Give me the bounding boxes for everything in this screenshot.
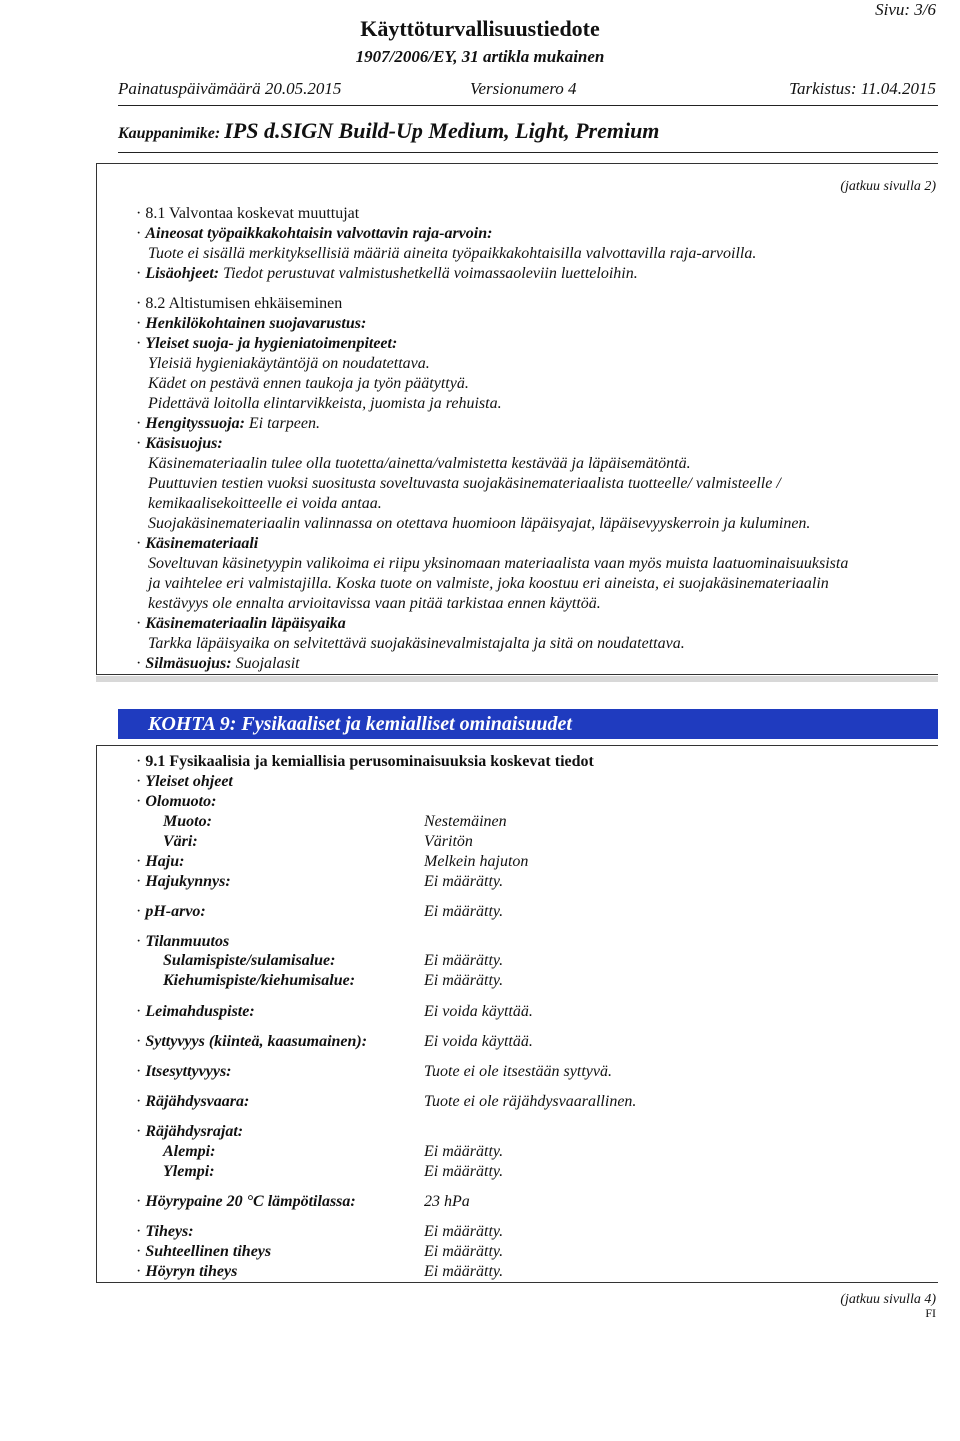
hand-protection-line: Suojakäsinemateriaalin valinnassa on otettava huomioon läpäisyajat, läpäisevyyskerroin ja kuluminen. bbox=[148, 515, 811, 532]
extra-info-text: Tiedot perustuvat valmistushetkellä voimassaoleviin luetteloihin. bbox=[223, 265, 638, 282]
property-value: Ei määrätty. bbox=[424, 1143, 504, 1160]
general-measures-line: Kädet on pestävä ennen taukoja ja työn päätyttyä. bbox=[148, 375, 469, 392]
property-value: Tuote ei ole räjähdysvaarallinen. bbox=[424, 1093, 637, 1110]
breathing-protection-label: Hengityssuoja: bbox=[145, 415, 245, 432]
heading-8-1: · 8.1 Valvontaa koskevat muuttujat bbox=[136, 204, 359, 224]
property-value: Ei määrätty. bbox=[424, 903, 504, 920]
property-label: · Suhteellinen tiheys bbox=[136, 1242, 271, 1262]
section-9-heading: KOHTA 9: Fysikaaliset ja kemialliset ominaisuudet bbox=[118, 709, 938, 739]
property-value: Ei määrätty. bbox=[424, 1163, 504, 1180]
property-value: 23 hPa bbox=[424, 1193, 470, 1210]
general-measures-label: · Yleiset suoja- ja hygieniatoimenpiteet: bbox=[136, 334, 397, 354]
property-label: Ylempi: bbox=[163, 1163, 215, 1180]
print-date: Painatuspäivämäärä 20.05.2015 bbox=[118, 79, 342, 98]
continued-to: (jatkuu sivulla 4) bbox=[840, 1292, 936, 1307]
hand-protection-line: Käsinemateriaalin tulee olla tuotetta/ainetta/valmistetta kestävää ja läpäisemätöntä. bbox=[148, 455, 691, 472]
property-label: · Höyrypaine 20 °C lämpötilassa: bbox=[136, 1192, 356, 1212]
property-value: Tuote ei ole itsestään syttyvä. bbox=[424, 1063, 612, 1080]
property-value: Ei määrätty. bbox=[424, 972, 504, 989]
property-value: Ei määrätty. bbox=[424, 952, 504, 969]
property-label: · Tilanmuutos bbox=[136, 932, 229, 952]
heading-8-2: · 8.2 Altistumisen ehkäiseminen bbox=[136, 294, 342, 314]
general-measures-line: Yleisiä hygieniakäytäntöjä on noudatettava. bbox=[148, 355, 430, 372]
property-value: Ei voida käyttää. bbox=[424, 1033, 533, 1050]
general-measures-line: Pidettävä loitolla elintarvikkeista, juomista ja rehuista. bbox=[148, 395, 502, 412]
property-label: · Räjähdysvaara: bbox=[136, 1092, 249, 1112]
property-value: Ei voida käyttää. bbox=[424, 1003, 533, 1020]
personal-protection-label: · Henkilökohtainen suojavarustus: bbox=[136, 314, 366, 334]
revision-date: Tarkistus: 11.04.2015 bbox=[789, 79, 936, 98]
trade-name-label: Kauppanimike: bbox=[118, 125, 221, 142]
glove-material-label: · Käsinemateriaali bbox=[136, 534, 258, 554]
property-label: · Räjähdysrajat: bbox=[136, 1122, 243, 1142]
hand-protection-line: Puuttuvien testien vuoksi suositusta soveltuvasta suojakäsinemateriaalista tuotteelle/ valmisteelle / bbox=[148, 475, 781, 492]
extra-info-label: Lisäohjeet: bbox=[145, 265, 220, 282]
section-8-box-shadow bbox=[96, 676, 938, 682]
property-label: · Itsesyttyvyys: bbox=[136, 1062, 232, 1082]
glove-material-line: kestävyys ole ennalta arvioitavissa vaan pitää tarkistaa ennen käyttöä. bbox=[148, 595, 601, 612]
property-label: Väri: bbox=[163, 833, 198, 850]
property-value: Nestemäinen bbox=[424, 813, 507, 830]
version-number: Versionumero 4 bbox=[470, 79, 577, 98]
property-label: · Tiheys: bbox=[136, 1222, 194, 1242]
language-code: FI bbox=[925, 1306, 936, 1320]
property-value: Väritön bbox=[424, 833, 473, 850]
property-label: · Höyryn tiheys bbox=[136, 1262, 237, 1282]
property-value: Ei määrätty. bbox=[424, 873, 504, 890]
property-value: Melkein hajuton bbox=[424, 853, 529, 870]
property-label: · Haju: bbox=[136, 852, 184, 872]
breathing-protection-text: Ei tarpeen. bbox=[248, 415, 320, 432]
hand-protection-line: kemikaalisekoitteelle ei voida antaa. bbox=[148, 495, 382, 512]
property-label: · pH-arvo: bbox=[136, 902, 206, 922]
property-label: · Hajukynnys: bbox=[136, 872, 231, 892]
trade-name-row bbox=[118, 118, 659, 144]
breakthrough-time-label: · Käsinemateriaalin läpäisyaika bbox=[136, 614, 346, 634]
property-label: · Leimahduspiste: bbox=[136, 1002, 255, 1022]
property-label: Kiehumispiste/kiehumisalue: bbox=[163, 972, 356, 989]
document-subtitle: 1907/2006/EY, 31 artikla mukainen bbox=[355, 47, 605, 66]
document-title: Käyttöturvallisuustiedote bbox=[360, 16, 600, 41]
property-label: Alempi: bbox=[163, 1143, 216, 1160]
eye-protection-label: Silmäsuojus: bbox=[145, 655, 232, 672]
property-value: Ei määrätty. bbox=[424, 1223, 504, 1240]
property-value: Ei määrätty. bbox=[424, 1263, 504, 1280]
page-number: Sivu: 3/6 bbox=[875, 0, 936, 19]
trade-name: IPS d.SIGN Build-Up Medium, Light, Premium bbox=[224, 118, 660, 143]
eye-protection-text: Suojalasit bbox=[235, 655, 300, 672]
continued-from: (jatkuu sivulla 2) bbox=[840, 179, 936, 194]
header-rule bbox=[118, 105, 938, 106]
trade-rule bbox=[118, 152, 938, 153]
property-label: · Syttyvyys (kiinteä, kaasumainen): bbox=[136, 1032, 367, 1052]
heading-9-1: · 9.1 Fysikaalisia ja kemiallisia perusominaisuuksia koskevat tiedot bbox=[136, 752, 594, 772]
hand-protection-label: · Käsisuojus: bbox=[136, 434, 223, 454]
property-label: Sulamispiste/sulamisalue: bbox=[163, 952, 336, 969]
general-info-label: · Yleiset ohjeet bbox=[136, 772, 233, 792]
glove-material-line: Soveltuvan käsinetyypin valikoima ei riipu yksinomaan materiaalista vaan myös muista laatuominaisuuksista bbox=[148, 555, 849, 572]
appearance-label: · Olomuoto: bbox=[136, 792, 216, 812]
breakthrough-time-text: Tarkka läpäisyaika on selvitettävä suojakäsinevalmistajalta ja sitä on noudatettava. bbox=[148, 635, 685, 652]
property-value: Ei määrätty. bbox=[424, 1243, 504, 1260]
ingredients-label: · Aineosat työpaikkakohtaisin valvottavin raja-arvoin: bbox=[136, 224, 492, 244]
ingredients-text: Tuote ei sisällä merkityksellisiä määriä aineita työpaikkakohtaisilla valvottavilla raja-arvoilla. bbox=[148, 245, 757, 262]
property-label: Muoto: bbox=[163, 813, 212, 830]
glove-material-line: ja vaihtelee eri valmistajilla. Koska tuote on valmiste, joka koostuu eri aineista, ei suojakäsinemateriaalin bbox=[148, 575, 829, 592]
